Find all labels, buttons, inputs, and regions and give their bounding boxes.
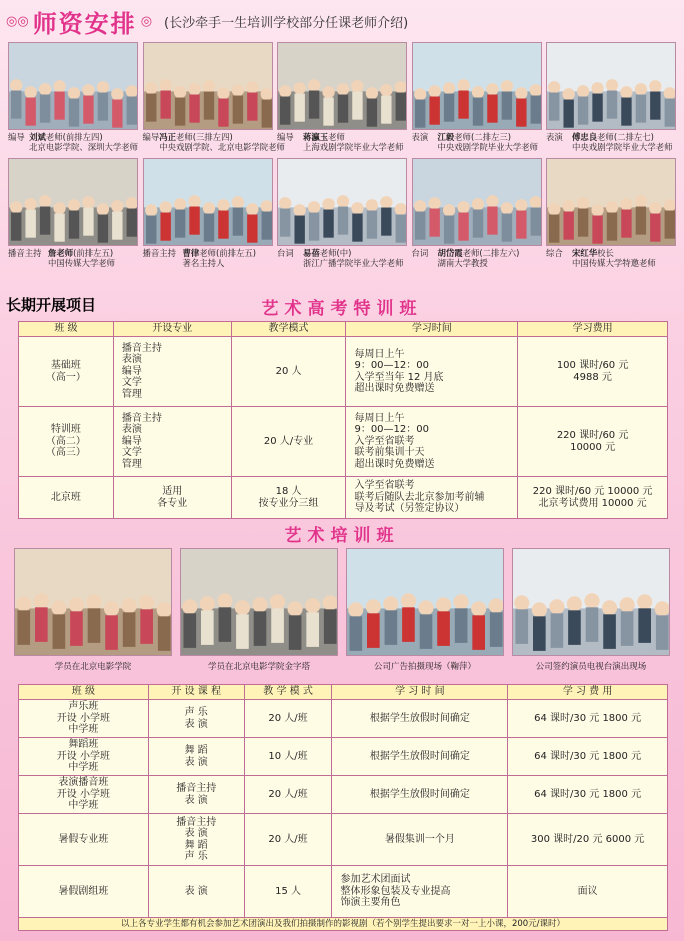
teacher-name: 冯正 xyxy=(159,132,176,142)
teacher-role: 编导 xyxy=(8,132,25,142)
column-header: 教 学 模 式 xyxy=(244,685,332,700)
course-cell: 舞 蹈 表 演 xyxy=(148,738,244,776)
table-row xyxy=(19,337,668,407)
page-header xyxy=(6,6,678,36)
bullet-icon: ◎ xyxy=(140,13,153,29)
column-header: 学 习 费 用 xyxy=(508,685,668,700)
teacher-row-1 xyxy=(8,42,676,152)
teacher-desc: 北京电影学院、深圳大学老师 xyxy=(29,142,138,152)
column-header: 教学模式 xyxy=(231,322,346,337)
mode-cell: 20 人/班 xyxy=(244,776,332,814)
activity-photo-card xyxy=(346,548,504,672)
course-cell: 表 演 xyxy=(148,866,244,918)
teacher-info xyxy=(572,248,656,268)
teacher-caption xyxy=(277,132,407,152)
art-training-table xyxy=(18,684,668,918)
column-header: 班 级 xyxy=(19,685,149,700)
teacher-title: 老师(二排左七) xyxy=(597,132,654,142)
teacher-role: 台词 xyxy=(277,248,294,258)
time-cell: 根据学生放假时间确定 xyxy=(332,700,508,738)
teacher-name: 易蓓 xyxy=(303,248,320,258)
teacher-caption xyxy=(142,132,285,152)
table-row xyxy=(19,814,668,866)
section-title-art-training: 艺术培训班 xyxy=(284,526,400,546)
column-header: 开 设 课 程 xyxy=(148,685,244,700)
teacher-card xyxy=(143,158,273,268)
activity-photo xyxy=(14,548,172,656)
activity-photo-caption: 公司广告拍摄现场（鞠萍） xyxy=(373,662,476,672)
teacher-name: 胡岱霞 xyxy=(437,248,463,258)
column-header: 学习时间 xyxy=(346,322,518,337)
teacher-photo xyxy=(412,42,542,130)
footnote: 以上各专业学生都有机会参加艺术团演出及我们拍摄制作的影视剧（若个别学生提出要求一对一上小课，200元/课时） xyxy=(18,917,668,931)
table-header-row xyxy=(19,685,668,700)
teacher-name: 曹律 xyxy=(182,248,200,258)
teacher-card xyxy=(277,42,407,152)
teacher-role: 表演 xyxy=(411,132,429,142)
teacher-caption xyxy=(277,248,407,268)
teacher-title: 老师(三排左四) xyxy=(176,132,233,142)
long-term-section-heading xyxy=(6,294,678,318)
teacher-desc: 中国传媒大学老师 xyxy=(48,258,115,268)
teacher-desc: 浙江广播学院毕业大学老师 xyxy=(303,258,404,268)
teacher-photo xyxy=(546,158,676,246)
teacher-card xyxy=(8,158,138,268)
teacher-caption xyxy=(546,248,676,268)
major-cell: 播音主持 表演 编导 文学 管理 xyxy=(113,407,231,477)
teacher-title: 老师(前排左五) xyxy=(199,248,257,258)
teacher-desc: 上海戏剧学院毕业大学老师 xyxy=(303,142,404,152)
section-label-long-term: 长期开展项目 xyxy=(6,296,97,314)
teacher-desc: 中央戏剧学院、北京电影学院老师 xyxy=(159,142,285,152)
teacher-caption xyxy=(412,132,542,152)
activity-photo xyxy=(180,548,338,656)
teacher-info xyxy=(438,248,520,268)
teacher-desc: 湖南大学教授 xyxy=(437,258,488,268)
teacher-caption xyxy=(412,248,542,268)
column-header: 开设专业 xyxy=(113,322,231,337)
table-row xyxy=(19,407,668,477)
time-cell: 入学至省联考 联考后随队去北京参加考前辅 导及考试（另签定协议） xyxy=(346,477,518,519)
table-row xyxy=(19,477,668,519)
teacher-role: 播音主持 xyxy=(8,248,42,258)
teacher-name: 江毅 xyxy=(437,132,455,142)
teacher-info xyxy=(29,132,138,152)
column-header: 学 习 时 间 xyxy=(332,685,508,700)
teacher-title: 老师(二排左六) xyxy=(462,248,520,258)
teacher-info xyxy=(183,248,257,268)
teacher-photo xyxy=(277,42,407,130)
class-cell: 舞蹈班 开设 小学班 中学班 xyxy=(19,738,149,776)
page-title: 师资安排 xyxy=(32,9,137,38)
class-cell: 基础班 （高一） xyxy=(19,337,114,407)
mode-cell: 20 人 xyxy=(231,337,346,407)
time-cell: 参加艺术团面试 整体形象包装及专业提高 饰演主要角色 xyxy=(332,866,508,918)
section-title-exam-training: 艺术高考特训班 xyxy=(261,299,423,319)
teacher-info xyxy=(48,248,115,268)
major-cell: 播音主持 表演 编导 文学 管理 xyxy=(113,337,231,407)
activity-photo-caption: 学员在北京电影学院金字塔 xyxy=(207,662,310,672)
course-cell: 播音主持 表 演 xyxy=(148,776,244,814)
teacher-card xyxy=(412,42,542,152)
teacher-photo xyxy=(546,42,676,130)
table-row xyxy=(19,700,668,738)
column-header: 学习费用 xyxy=(518,322,668,337)
time-cell: 根据学生放假时间确定 xyxy=(332,776,508,814)
activity-photo-caption: 公司签约演员电视台演出现场 xyxy=(535,662,647,672)
mode-cell: 18 人 按专业分三组 xyxy=(231,477,346,519)
table-header-row xyxy=(19,322,668,337)
teacher-name: 蒋瀛玉 xyxy=(303,132,329,142)
mode-cell: 20 人/班 xyxy=(244,700,332,738)
teacher-card xyxy=(546,42,676,152)
teacher-caption xyxy=(8,132,138,152)
page-subtitle: (长沙牵手一生培训学校部分任课老师介绍) xyxy=(164,15,409,31)
fee-cell: 300 课时/20 元 6000 元 xyxy=(508,814,668,866)
fee-cell: 64 课时/30 元 1800 元 xyxy=(508,700,668,738)
fee-cell: 64 课时/30 元 1800 元 xyxy=(508,776,668,814)
teacher-card xyxy=(412,158,542,268)
teacher-role: 表演 xyxy=(546,132,563,142)
teacher-info xyxy=(303,248,404,268)
activity-photo xyxy=(346,548,504,656)
fee-cell: 64 课时/30 元 1800 元 xyxy=(508,738,668,776)
teacher-title: 校长 xyxy=(597,248,614,258)
teacher-name: 宋红华 xyxy=(572,248,598,258)
teacher-name: 詹老师 xyxy=(48,248,74,258)
fee-cell: 220 课时/60 元 10000 元 北京考试费用 10000 元 xyxy=(518,477,668,519)
activity-photo-card xyxy=(512,548,670,672)
fee-cell: 面议 xyxy=(508,866,668,918)
time-cell: 暑假集训一个月 xyxy=(332,814,508,866)
teacher-row-2 xyxy=(8,158,676,268)
teacher-title: 老师 xyxy=(328,132,345,142)
mode-cell: 10 人/班 xyxy=(244,738,332,776)
activity-photo xyxy=(512,548,670,656)
exam-training-table xyxy=(18,321,668,519)
course-cell: 声 乐 表 演 xyxy=(148,700,244,738)
teacher-role: 台词 xyxy=(411,248,429,258)
teacher-photo xyxy=(412,158,542,246)
teacher-role: 编导 xyxy=(277,132,294,142)
teacher-title: (前排左五) xyxy=(73,248,114,258)
fee-cell: 100 课时/60 元 4988 元 xyxy=(518,337,668,407)
time-cell: 每周日上午 9：00—12：00 入学至省联考 联考前集训十天 超出课时免费赠送 xyxy=(346,407,518,477)
bullet-icon: ◎◎ xyxy=(6,13,29,29)
teacher-caption xyxy=(546,132,676,152)
teacher-title: 老师(前排左四) xyxy=(45,132,103,142)
mode-cell: 15 人 xyxy=(244,866,332,918)
class-cell: 北京班 xyxy=(19,477,114,519)
fee-cell: 220 课时/60 元 10000 元 xyxy=(518,407,668,477)
table-row xyxy=(19,866,668,918)
course-cell: 播音主持 表 演 舞 蹈 声 乐 xyxy=(148,814,244,866)
teacher-photo xyxy=(143,42,273,130)
teacher-role: 编导 xyxy=(142,132,160,142)
teacher-card xyxy=(546,158,676,268)
activity-photo-strip xyxy=(14,548,670,672)
class-cell: 声乐班 开设 小学班 中学班 xyxy=(19,700,149,738)
activity-photo-card xyxy=(180,548,338,672)
teacher-role: 综合 xyxy=(546,248,563,258)
teacher-desc: 中国传媒大学特邀老师 xyxy=(572,258,656,268)
teacher-photo xyxy=(8,158,138,246)
class-cell: 表演播音班 开设 小学班 中学班 xyxy=(19,776,149,814)
teacher-photo xyxy=(8,42,138,130)
teacher-info xyxy=(303,132,404,152)
major-cell: 适用 各专业 xyxy=(113,477,231,519)
time-cell: 每周日上午 9：00—12：00 入学至当年 12 月底 超出课时免费赠送 xyxy=(346,337,518,407)
teacher-caption xyxy=(8,248,138,268)
teacher-desc: 中央戏剧学院毕业大学老师 xyxy=(437,142,538,152)
teacher-card xyxy=(8,42,138,152)
teacher-card xyxy=(277,158,407,268)
teacher-info xyxy=(572,132,673,152)
teacher-name: 刘斌 xyxy=(29,132,46,142)
table-row xyxy=(19,738,668,776)
teacher-name: 傅忠良 xyxy=(572,132,598,142)
mode-cell: 20 人/专业 xyxy=(231,407,346,477)
activity-photo-card xyxy=(14,548,172,672)
class-cell: 暑假剧组班 xyxy=(19,866,149,918)
teacher-info xyxy=(159,132,285,152)
activity-photo-caption: 学员在北京电影学院 xyxy=(54,662,132,672)
teacher-photo xyxy=(143,158,273,246)
table-row xyxy=(19,776,668,814)
teacher-photo xyxy=(277,158,407,246)
teacher-caption xyxy=(143,248,273,268)
mode-cell: 20 人/班 xyxy=(244,814,332,866)
teacher-info xyxy=(438,132,539,152)
teacher-title: 老师(二排左三) xyxy=(454,132,512,142)
time-cell: 根据学生放假时间确定 xyxy=(332,738,508,776)
class-cell: 特训班 （高二） （高三） xyxy=(19,407,114,477)
teacher-desc: 著名主持人 xyxy=(182,258,225,268)
class-cell: 暑假专业班 xyxy=(19,814,149,866)
teacher-title: 老师(中) xyxy=(319,248,352,258)
teacher-photo-grid xyxy=(8,42,676,274)
teacher-role: 播音主持 xyxy=(142,248,176,258)
teacher-card xyxy=(142,42,285,152)
column-header: 班 级 xyxy=(19,322,114,337)
teacher-desc: 中央戏剧学院毕业大学老师 xyxy=(572,142,673,152)
